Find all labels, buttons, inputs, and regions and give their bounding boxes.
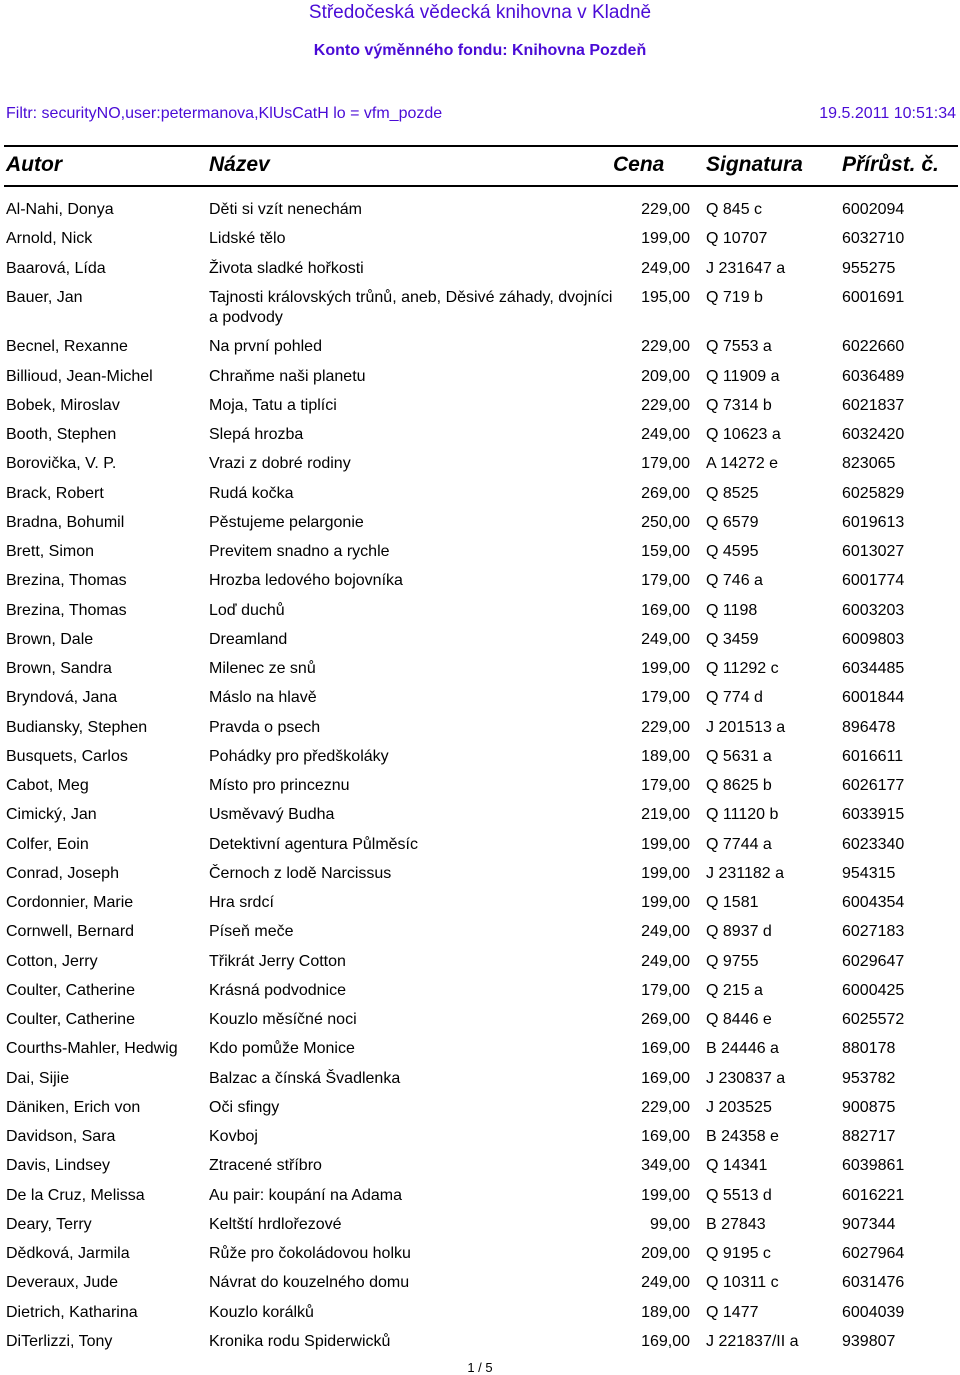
cell-signatura: Q 8937 d (706, 923, 772, 941)
cell-autor: Brack, Robert (6, 484, 104, 502)
cell-cena: 99,00 (649, 1215, 690, 1233)
table-row (0, 1328, 960, 1357)
cell-prirustek: 900875 (842, 1098, 896, 1116)
cell-nazev: Pohádky pro předškoláky (209, 747, 389, 765)
cell-nazev: Hra srdcí (209, 894, 274, 911)
header-top-divider (4, 145, 958, 147)
cell-nazev: Kovboj (209, 1128, 258, 1145)
cell-prirustek: 6036489 (842, 367, 905, 385)
cell-prirustek: 6032710 (842, 230, 905, 248)
cell-prirustek: 6001774 (842, 572, 905, 590)
table-row (0, 626, 960, 655)
table-row (0, 450, 960, 479)
cell-cena: 229,00 (641, 338, 690, 356)
cell-signatura: Q 10311 c (706, 1274, 779, 1292)
cell-prirustek: 6019613 (842, 513, 905, 531)
report-datetime: 19.5.2011 10:51:34 (819, 105, 956, 122)
cell-signatura: Q 774 d (706, 689, 763, 707)
table-row (0, 363, 960, 392)
cell-nazev: Černoch z lodě Narcissus (209, 864, 392, 882)
cell-cena: 169,00 (641, 601, 690, 619)
cell-autor: Dietrich, Katharina (6, 1303, 138, 1321)
cell-prirustek: 896478 (842, 718, 896, 736)
table-row (0, 196, 960, 225)
cell-signatura: Q 3459 (706, 630, 759, 648)
cell-prirustek: 955275 (842, 259, 896, 277)
cell-cena: 199,00 (641, 894, 690, 911)
cell-signatura: Q 11909 a (706, 367, 780, 385)
table-row (0, 1094, 960, 1123)
column-header-nazev: Název (209, 153, 270, 176)
report-title: Středočeská vědecká knihovna v Kladně (308, 2, 652, 23)
cell-cena: 249,00 (641, 1274, 690, 1292)
cell-nazev: Ztracené stříbro (209, 1157, 322, 1175)
cell-signatura: J 230837 a (706, 1069, 786, 1087)
cell-signatura: Q 1198 (706, 601, 758, 619)
cell-autor: Däniken, Erich von (6, 1098, 141, 1116)
cell-signatura: Q 10623 a (706, 426, 781, 443)
cell-autor: Cotton, Jerry (6, 952, 98, 970)
filter-text: Filtr: securityNO,user:petermanova,KlUsCatH lo = vfm_pozde (6, 105, 443, 122)
cell-prirustek: 6001691 (842, 288, 905, 306)
cell-autor: Davidson, Sara (6, 1128, 116, 1145)
cell-nazev: Hrozba ledového bojovníka (209, 572, 403, 590)
cell-signatura: Q 14341 (706, 1157, 768, 1175)
table-row (0, 1123, 960, 1152)
cell-signatura: Q 11120 b (706, 806, 779, 824)
cell-cena: 229,00 (641, 1098, 690, 1116)
cell-nazev: Pravda o psech (209, 718, 321, 736)
cell-cena: 179,00 (641, 572, 690, 590)
cell-nazev: Návrat do kouzelného domu (209, 1274, 410, 1292)
cell-cena: 219,00 (641, 806, 690, 824)
cell-signatura: Q 6579 (706, 513, 759, 531)
cell-prirustek: 954315 (842, 864, 896, 882)
cell-signatura: J 203525 (706, 1098, 772, 1116)
cell-cena: 249,00 (641, 630, 690, 648)
cell-autor: De la Cruz, Melissa (6, 1186, 145, 1204)
table-row (0, 480, 960, 509)
cell-autor: Brezina, Thomas (6, 601, 127, 619)
cell-autor: Arnold, Nick (6, 230, 93, 248)
cell-cena: 269,00 (641, 1011, 690, 1028)
cell-autor: Bryndová, Jana (6, 689, 118, 707)
cell-nazev: Previtem snadno a rychle (209, 543, 390, 560)
cell-nazev: Moja, Tatu a tiplíci (209, 396, 337, 414)
cell-prirustek: 823065 (842, 455, 896, 473)
table-row (0, 1240, 960, 1269)
table-row (0, 655, 960, 684)
cell-signatura: B 24358 e (706, 1128, 779, 1145)
table-row (0, 421, 960, 450)
table-row (0, 333, 960, 362)
table-row (0, 567, 960, 596)
cell-prirustek: 6029647 (842, 952, 905, 970)
cell-signatura: Q 746 a (706, 572, 763, 590)
cell-nazev: Milenec ze snů (209, 660, 316, 677)
cell-prirustek: 939807 (842, 1332, 896, 1350)
table-row (0, 772, 960, 801)
cell-signatura: Q 719 b (706, 288, 763, 306)
table-row (0, 743, 960, 772)
table-row (0, 1152, 960, 1181)
cell-nazev: Au pair: koupání na Adama (209, 1186, 403, 1204)
cell-cena: 169,00 (641, 1040, 690, 1058)
cell-autor: Bobek, Miroslav (6, 396, 120, 414)
table-row (0, 538, 960, 567)
cell-cena: 179,00 (641, 981, 690, 999)
cell-cena: 179,00 (641, 777, 690, 794)
cell-signatura: Q 1477 (706, 1303, 759, 1321)
cell-cena: 169,00 (641, 1069, 690, 1087)
cell-nazev: Kouzlo měsíčné noci (209, 1011, 357, 1028)
cell-cena: 199,00 (641, 660, 690, 677)
cell-nazev: Kouzlo korálků (209, 1303, 314, 1321)
table-row (0, 597, 960, 626)
cell-nazev: Dreamland (209, 630, 288, 648)
cell-prirustek: 6016611 (842, 747, 904, 765)
cell-signatura: J 231182 a (706, 864, 784, 882)
cell-prirustek: 6016221 (842, 1186, 905, 1204)
table-row (0, 684, 960, 713)
cell-autor: Cornwell, Bernard (6, 923, 135, 941)
cell-prirustek: 880178 (842, 1040, 896, 1058)
cell-prirustek: 953782 (842, 1069, 896, 1087)
cell-prirustek: 6022660 (842, 338, 905, 356)
cell-nazev: Keltští hrdlořezové (209, 1215, 342, 1233)
cell-autor: Brett, Simon (6, 543, 95, 560)
table-row (0, 509, 960, 538)
cell-prirustek: 907344 (842, 1215, 896, 1233)
cell-autor: Dědková, Jarmila (6, 1245, 130, 1262)
cell-autor: Billioud, Jean-Michel (6, 367, 153, 385)
cell-signatura: Q 11292 c (706, 660, 779, 677)
cell-signatura: Q 5513 d (706, 1186, 772, 1204)
cell-prirustek: 6013027 (842, 543, 905, 560)
table-row (0, 1299, 960, 1328)
cell-cena: 249,00 (641, 952, 690, 970)
cell-autor: Baarová, Lída (6, 259, 106, 277)
cell-cena: 179,00 (641, 689, 690, 707)
cell-signatura: A 14272 e (706, 455, 779, 473)
cell-prirustek: 6025572 (842, 1011, 905, 1028)
report-subtitle: Konto výměnného fondu: Knihovna Pozdeň (313, 42, 647, 59)
table-row (0, 1182, 960, 1211)
cell-nazev: Loď duchů (209, 601, 285, 619)
table-row (0, 284, 960, 334)
table-row (0, 1211, 960, 1240)
cell-autor: Cordonnier, Marie (6, 894, 134, 911)
cell-prirustek: 6021837 (842, 396, 905, 414)
cell-autor: Becnel, Rexanne (6, 338, 128, 356)
cell-prirustek: 6009803 (842, 630, 905, 648)
cell-cena: 249,00 (641, 923, 690, 941)
cell-prirustek: 6031476 (842, 1274, 905, 1292)
table-row (0, 1269, 960, 1298)
cell-prirustek: 6001844 (842, 689, 905, 707)
cell-autor: Busquets, Carlos (6, 747, 128, 765)
column-header-prirustek: Přírůst. č. (842, 153, 939, 176)
cell-nazev: Života sladké hořkosti (209, 259, 364, 277)
column-header-autor: Autor (6, 153, 62, 176)
cell-autor: Cimický, Jan (6, 806, 97, 824)
cell-prirustek: 6004354 (842, 894, 905, 911)
cell-nazev: Místo pro princeznu (209, 777, 350, 794)
cell-nazev: Tajnosti královských trůnů, aneb, Děsivé záhady, dvojníci a podvody (209, 288, 613, 326)
cell-nazev: Třikrát Jerry Cotton (209, 952, 346, 970)
cell-signatura: Q 8525 (706, 484, 759, 502)
header-bottom-divider (4, 185, 958, 187)
cell-prirustek: 6039861 (842, 1157, 905, 1175)
table-row (0, 1065, 960, 1094)
cell-nazev: Pěstujeme pelargonie (209, 513, 364, 531)
cell-autor: Booth, Stephen (6, 426, 117, 443)
cell-autor: Borovička, V. P. (6, 455, 117, 473)
cell-signatura: J 231647 a (706, 259, 786, 277)
cell-signatura: Q 5631 a (706, 747, 772, 765)
cell-prirustek: 6002094 (842, 201, 905, 218)
cell-cena: 229,00 (641, 396, 690, 414)
cell-cena: 229,00 (641, 201, 690, 218)
cell-autor: Courths-Mahler, Hedwig (6, 1040, 178, 1058)
cell-autor: Brezina, Thomas (6, 572, 127, 590)
cell-cena: 349,00 (641, 1157, 690, 1175)
cell-autor: Deveraux, Jude (6, 1274, 119, 1292)
cell-nazev: Slepá hrozba (209, 426, 304, 443)
cell-signatura: Q 9195 c (706, 1245, 771, 1262)
cell-cena: 250,00 (641, 513, 690, 531)
cell-autor: Budiansky, Stephen (6, 718, 148, 736)
table-row (0, 1035, 960, 1064)
cell-cena: 195,00 (641, 288, 690, 306)
cell-prirustek: 6032420 (842, 426, 905, 443)
cell-nazev: Na první pohled (209, 338, 322, 356)
cell-cena: 189,00 (641, 1303, 690, 1321)
table-row (0, 977, 960, 1006)
column-header-signatura: Signatura (706, 153, 803, 176)
table-row (0, 801, 960, 830)
cell-signatura: Q 7744 a (706, 835, 772, 853)
cell-prirustek: 6026177 (842, 777, 905, 794)
cell-signatura: Q 8625 b (706, 777, 772, 794)
cell-autor: Al-Nahi, Donya (6, 201, 114, 218)
table-row (0, 889, 960, 918)
cell-autor: Colfer, Eoin (6, 835, 89, 853)
cell-autor: Cabot, Meg (6, 777, 89, 794)
cell-prirustek: 6004039 (842, 1303, 905, 1321)
cell-prirustek: 6000425 (842, 981, 905, 999)
cell-prirustek: 6027964 (842, 1245, 905, 1262)
table-row (0, 714, 960, 743)
cell-nazev: Vrazi z dobré rodiny (209, 455, 351, 473)
cell-signatura: J 221837/II a (706, 1332, 799, 1350)
cell-signatura: Q 215 a (706, 981, 763, 999)
cell-signatura: Q 4595 (706, 543, 759, 560)
cell-cena: 199,00 (641, 835, 690, 853)
cell-autor: Coulter, Catherine (6, 1011, 135, 1028)
cell-nazev: Oči sfingy (209, 1098, 280, 1116)
table-row (0, 831, 960, 860)
cell-nazev: Krásná podvodnice (209, 981, 346, 999)
cell-nazev: Chraňme naši planetu (209, 367, 366, 385)
cell-cena: 169,00 (641, 1128, 690, 1145)
cell-cena: 209,00 (641, 1245, 690, 1262)
cell-cena: 229,00 (641, 718, 690, 736)
cell-prirustek: 6027183 (842, 923, 905, 941)
cell-prirustek: 6034485 (842, 660, 905, 677)
cell-signatura: Q 7314 b (706, 396, 772, 414)
table-row (0, 225, 960, 254)
cell-autor: DiTerlizzi, Tony (6, 1332, 113, 1350)
cell-prirustek: 6003203 (842, 601, 905, 619)
cell-autor: Bradna, Bohumil (6, 513, 125, 531)
cell-nazev: Usměvavý Budha (209, 806, 335, 824)
cell-cena: 269,00 (641, 484, 690, 502)
table-row (0, 918, 960, 947)
cell-nazev: Kdo pomůže Monice (209, 1040, 355, 1058)
cell-nazev: Máslo na hlavě (209, 689, 317, 707)
cell-autor: Davis, Lindsey (6, 1157, 111, 1175)
cell-cena: 249,00 (641, 426, 690, 443)
cell-prirustek: 6023340 (842, 835, 905, 853)
cell-signatura: Q 8446 e (706, 1011, 772, 1028)
cell-nazev: Rudá kočka (209, 484, 294, 502)
cell-cena: 199,00 (641, 230, 690, 248)
cell-prirustek: 882717 (842, 1128, 896, 1145)
table-row (0, 255, 960, 284)
inventory-table (0, 196, 960, 1357)
table-row (0, 392, 960, 421)
cell-nazev: Detektivní agentura Půlměsíc (209, 835, 418, 853)
cell-cena: 169,00 (641, 1332, 690, 1350)
cell-nazev: Kronika rodu Spiderwicků (209, 1332, 391, 1350)
cell-signatura: Q 1581 (706, 894, 759, 911)
cell-nazev: Balzac a čínská Švadlenka (209, 1069, 401, 1087)
cell-nazev: Píseň meče (209, 923, 294, 941)
cell-cena: 199,00 (641, 864, 690, 882)
cell-nazev: Růže pro čokoládovou holku (209, 1245, 411, 1262)
cell-signatura: Q 7553 a (706, 338, 772, 356)
cell-cena: 159,00 (641, 543, 690, 560)
cell-autor: Brown, Dale (6, 630, 94, 648)
cell-signatura: B 24446 a (706, 1040, 779, 1058)
cell-autor: Conrad, Joseph (6, 864, 119, 882)
cell-prirustek: 6033915 (842, 806, 905, 824)
column-header-cena: Cena (613, 153, 665, 176)
cell-signatura: B 27843 (706, 1215, 766, 1233)
cell-nazev: Lidské tělo (209, 230, 286, 248)
cell-cena: 209,00 (641, 367, 690, 385)
cell-autor: Deary, Terry (6, 1215, 92, 1233)
cell-cena: 189,00 (641, 747, 690, 765)
cell-autor: Bauer, Jan (6, 288, 83, 306)
cell-signatura: Q 845 c (706, 201, 763, 218)
cell-cena: 199,00 (641, 1186, 690, 1204)
table-row (0, 1006, 960, 1035)
cell-cena: 249,00 (641, 259, 690, 277)
cell-prirustek: 6025829 (842, 484, 905, 502)
cell-signatura: J 201513 a (706, 718, 786, 736)
cell-signatura: Q 10707 (706, 230, 768, 248)
cell-autor: Coulter, Catherine (6, 981, 135, 999)
cell-nazev: Děti si vzít nenechám (209, 201, 362, 218)
table-row (0, 948, 960, 977)
cell-signatura: Q 9755 (706, 952, 759, 970)
table-row (0, 860, 960, 889)
cell-cena: 179,00 (641, 455, 690, 473)
cell-autor: Brown, Sandra (6, 660, 112, 677)
page-number: 1 / 5 (467, 1360, 493, 1375)
cell-autor: Dai, Sijie (6, 1069, 70, 1087)
